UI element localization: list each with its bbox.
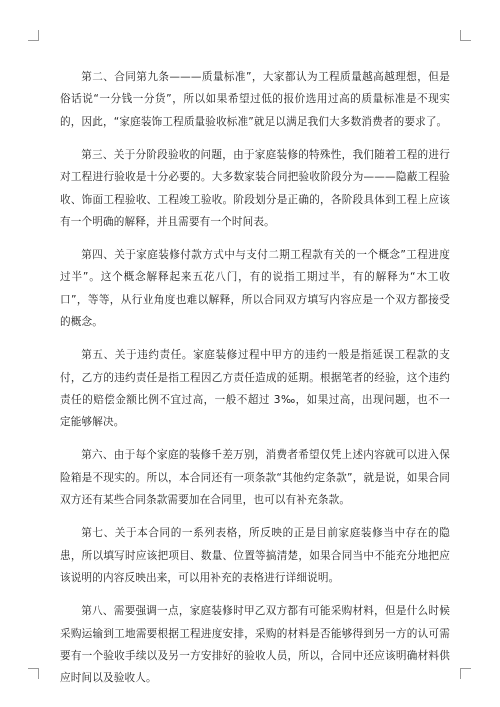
paragraph-breach-liability: 第五、关于违约责任。家庭装修过程中甲方的违约一般是指延误工程款的支付，乙方的违约责任是指工程因乙方责任造成的延期。根据笔者的经验，这个违约责任的赔偿金额比例不宜过高，一般不超过 3‰，如果过高，出现问题，也不一定能够解决。 <box>60 349 450 429</box>
paragraph-material-purchase: 第八、需要强调一点，家庭装修时甲乙双方都有可能采购材料，但是什么时候采购运输到工地需要根据工程进度安排，采购的材料是否能够得到另一方的认可需要有一个验收手续以及另一方安排好的验收人员，所以，合同中还应该明确材料供应时间以及验收人。 <box>60 605 450 685</box>
paragraph-staged-acceptance: 第三、关于分阶段验收的问题，由于家庭装修的特殊性，我们随着工程的进行对工程进行验收是十分必要的。大多数家装合同把验收阶段分为———隐蔽工程验收、饰面工程验收、工程竣工验收。阶段划分是正确的，各阶段具体到工程上应该有一个明确的解释，并且需要有一个时间表。 <box>60 148 450 229</box>
document-body <box>60 66 450 700</box>
paragraph-payment-progress: 第四、关于家庭装修付款方式中与支付二期工程款有关的一个概念”工程进度过半”。这个概念解释起来五花八门，有的说指工期过半，有的解释为“木工收口”，等等，从行业角度也难以解释，所以合同双方填写内容应是一个双方都接受的概念。 <box>60 249 450 329</box>
paragraph-other-terms: 第六、由于每个家庭的装修千差万别，消费者希望仅凭上述内容就可以进入保险箱是不现实的。所以，本合同还有一项条款“其他约定条款”，就是说，如果合同双方还有某些合同条款需要加在合同里，也可以有补充条款。 <box>60 449 450 507</box>
paragraph-contract-tables: 第七、关于本合同的一系列表格，所反映的正是目前家庭装修当中存在的隐患，所以填写时应该把项目、数量、位置等搞清楚，如果合同当中不能充分地把应该说明的内容反映出来，可以用补充的表格进行详细说明。 <box>60 527 450 585</box>
crop-mark-bottom-left <box>28 668 39 679</box>
crop-mark-top-left <box>28 30 39 41</box>
crop-mark-top-right <box>460 30 471 41</box>
paragraph-quality-standard: 第二、合同第九条———质量标准”，大家都认为工程质量越高越理想，但是俗话说“一分钱一分货”，所以如果希望过低的报价选用过高的质量标准是不现实的，因此，“家庭装饰工程质量验收标准”就足以满足我们大多数消费者的要求了。 <box>60 71 450 128</box>
crop-mark-bottom-right <box>460 668 471 679</box>
